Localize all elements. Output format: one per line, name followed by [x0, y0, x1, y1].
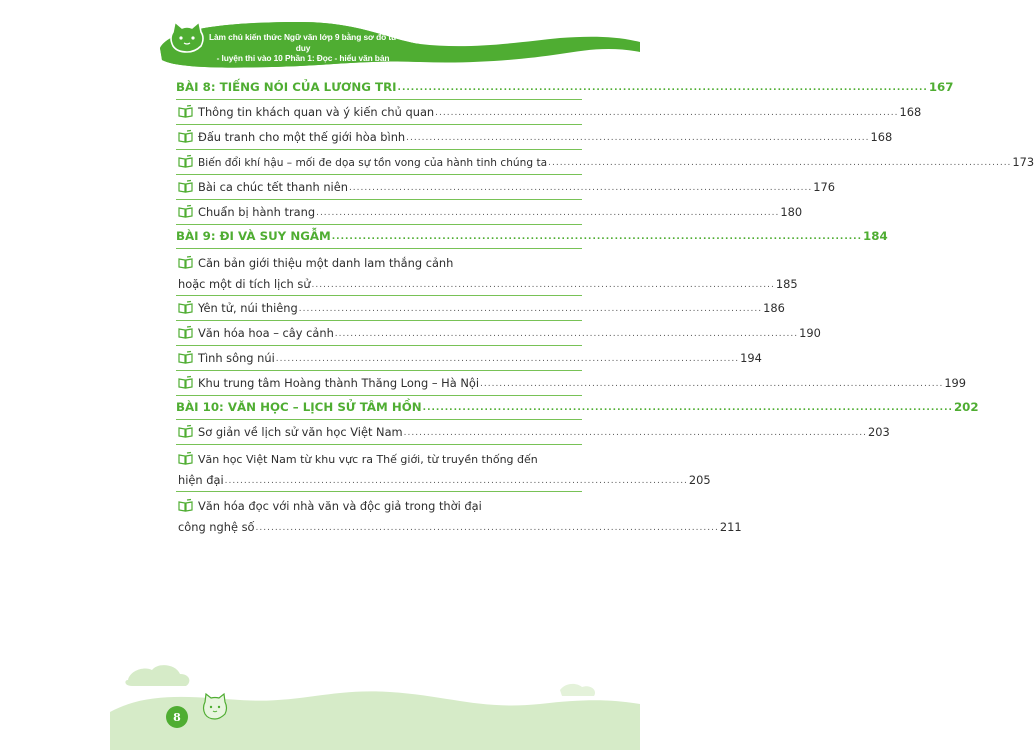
page-number: 176	[813, 180, 835, 194]
item-title: Thông tin khách quan và ý kiến chủ quan	[198, 105, 435, 119]
cat-mascot-icon	[198, 690, 232, 724]
item-title: Tình sông núi	[198, 351, 275, 365]
page-number: 173	[1012, 155, 1034, 169]
table-of-contents	[176, 76, 1034, 539]
book-icon	[178, 130, 193, 143]
item-title: Sơ giản về lịch sử văn học Việt Nam	[198, 425, 403, 439]
page-number-badge: 8	[166, 706, 188, 728]
page-number: 190	[799, 326, 821, 340]
book-title	[208, 32, 398, 64]
chapter-title: BÀI 8: TIẾNG NÓI CỦA LƯƠNG TRI	[176, 80, 397, 94]
toc-item[interactable]	[176, 249, 798, 296]
item-title-line2: hiện đại	[178, 473, 224, 487]
item-title-line2: công nghệ số	[178, 520, 255, 534]
toc-item[interactable]	[176, 150, 1034, 175]
page-number: 180	[780, 205, 803, 219]
page-number: 203	[867, 425, 890, 439]
page-number: 199	[944, 376, 967, 390]
chapter-9-heading[interactable]	[176, 225, 888, 249]
dot-leader: ........................................................................................................................	[548, 158, 1012, 168]
footer-hills	[0, 640, 750, 750]
dot-leader: ........................................................................................................................	[311, 280, 775, 290]
dot-leader: ........................................................................................................................	[224, 476, 688, 486]
book-icon	[178, 376, 193, 389]
item-title: Khu trung tâm Hoàng thành Thăng Long – Hà Nội	[198, 376, 479, 390]
book-icon	[178, 155, 193, 168]
page-number: 194	[740, 351, 762, 365]
page-number: 168	[899, 105, 922, 119]
item-title-line2: hoặc một di tích lịch sử	[178, 277, 311, 291]
dot-leader: ........................................................................................................................	[275, 354, 740, 364]
book-icon	[178, 351, 193, 364]
item-title: Biến đổi khí hậu – mối đe dọa sự tồn vong của hành tinh chúng ta	[198, 157, 548, 169]
toc-item[interactable]	[176, 492, 742, 539]
page-number: 186	[763, 301, 785, 315]
item-title-line1: Văn học Việt Nam từ khu vực ra Thế giới, từ truyền thống đến	[198, 452, 538, 466]
book-icon	[178, 301, 193, 314]
dot-leader: ........................................................................................................................	[406, 133, 870, 143]
dot-leader: ........................................................................................................................	[334, 329, 799, 339]
chapter-8-heading[interactable]	[176, 76, 954, 100]
book-icon	[178, 452, 193, 465]
item-title: Văn hóa hoa – cây cảnh	[198, 326, 334, 340]
cat-mascot-icon	[165, 18, 209, 58]
item-title: Chuẩn bị hành trang	[198, 205, 316, 219]
toc-item[interactable]	[176, 321, 821, 346]
dot-leader: ........................................................................................................................	[348, 183, 813, 193]
item-title: Yên tử, núi thiêng	[198, 301, 298, 315]
book-icon	[178, 326, 193, 339]
toc-item[interactable]	[176, 296, 785, 321]
dot-leader: ........................................................................................................................	[255, 523, 719, 533]
book-icon	[178, 499, 193, 512]
chapter-title: BÀI 10: VĂN HỌC – LỊCH SỬ TÂM HỒN	[176, 400, 422, 414]
toc-item[interactable]	[176, 200, 803, 225]
chapter-title: BÀI 9: ĐI VÀ SUY NGẪM	[176, 229, 331, 243]
dot-leader: ........................................................................................................................	[298, 304, 763, 314]
toc-item[interactable]	[176, 445, 711, 492]
item-title: Bài ca chúc tết thanh niên	[198, 180, 348, 194]
book-icon	[178, 256, 193, 269]
item-title: Đấu tranh cho một thế giới hòa bình	[198, 130, 406, 144]
page-number: 184	[863, 229, 888, 243]
book-icon	[178, 205, 193, 218]
dot-leader: ........................................................................................................................	[403, 428, 867, 438]
book-icon	[178, 105, 193, 118]
page-number: 168	[870, 130, 893, 144]
dot-leader: ........................................................................................................................	[480, 379, 944, 389]
toc-item[interactable]	[176, 100, 922, 125]
toc-item[interactable]	[176, 371, 967, 396]
dot-leader: ........................................................................................................................	[331, 232, 863, 242]
toc-item[interactable]	[176, 125, 893, 150]
toc-item[interactable]	[176, 175, 835, 200]
page-number: 205	[688, 473, 711, 487]
page-number: 202	[953, 400, 979, 414]
chapter-10-heading[interactable]	[176, 396, 979, 420]
dot-leader: ........................................................................................................................	[316, 208, 780, 218]
item-title-line1: Văn hóa đọc với nhà văn và độc giả trong thời đại	[198, 499, 482, 513]
book-title-line1: Làm chủ kiến thức Ngữ văn lớp 9 bằng sơ đồ tư duy	[208, 32, 397, 53]
toc-item[interactable]	[176, 420, 890, 445]
dot-leader: ........................................................................................................................	[435, 108, 899, 118]
page-number: 211	[719, 520, 742, 534]
dot-leader: ........................................................................................................................	[397, 83, 928, 93]
toc-item[interactable]	[176, 346, 762, 371]
page-number: 185	[775, 277, 798, 291]
item-title-line1: Căn bản giới thiệu một danh lam thắng cảnh	[198, 256, 454, 270]
book-icon	[178, 425, 193, 438]
book-title-line2: - luyện thi vào 10 Phần 1: Đọc - hiểu văn bản	[216, 53, 390, 63]
book-icon	[178, 180, 193, 193]
dot-leader: ........................................................................................................................	[422, 403, 953, 413]
page-number: 167	[928, 80, 954, 94]
